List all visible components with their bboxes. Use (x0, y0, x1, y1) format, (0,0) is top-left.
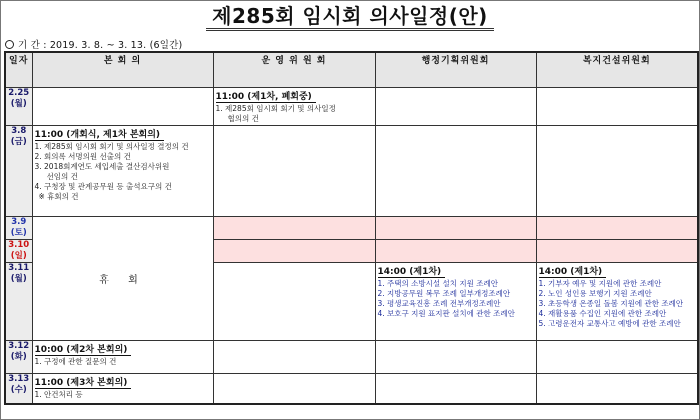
welfare-cell (536, 263, 698, 341)
agenda-item: 1. 제285회 임시회 회기 및 의사일정 (215, 104, 336, 113)
day-text: (월) (10, 274, 27, 284)
agenda-item: 5. 고령운전자 교통사고 예방에 관한 조례안 (538, 319, 681, 328)
date-text: 3.13 (8, 374, 30, 384)
steering-cell (213, 88, 375, 126)
period-line (5, 37, 182, 51)
steering-cell (213, 217, 375, 240)
date-cell (5, 88, 32, 126)
recess-cell: 휴 회 (32, 217, 213, 341)
plenary-cell (32, 126, 213, 217)
date-cell (5, 126, 32, 217)
header-welfare: 복지건설위원회 (536, 52, 698, 88)
session-heading: 11:00 (제3차 본회의) (35, 375, 132, 389)
admin-cell (375, 341, 536, 374)
agenda-item: 선임의 건 (46, 172, 78, 181)
welfare-cell (536, 126, 698, 217)
agenda-item: 협의의 건 (227, 114, 259, 123)
admin-cell (375, 88, 536, 126)
schedule-table (4, 51, 699, 405)
session-heading: 11:00 (개회식, 제1차 본회의) (35, 127, 165, 141)
agenda-item: 4. 구청장 및 관계공무원 등 출석요구의 건 (34, 182, 172, 191)
header-steering: 운 영 위 원 회 (213, 52, 375, 88)
plenary-cell (32, 374, 213, 404)
date-cell (5, 240, 32, 263)
day-text: (월) (10, 99, 27, 109)
date-text: 2.25 (8, 88, 30, 98)
admin-cell (375, 126, 536, 217)
agenda-item: 1. 기부자 예우 및 지원에 관한 조례안 (538, 279, 662, 288)
date-cell (5, 341, 32, 374)
day-text: (토) (10, 228, 27, 238)
session-heading: 14:00 (제1차) (539, 264, 607, 278)
day-text: (화) (10, 352, 27, 362)
agenda-item: 1. 주택의 소방시설 설치 지원 조례안 (377, 279, 499, 288)
date-text: 3.8 (11, 126, 27, 136)
table-row (5, 126, 698, 217)
agenda-item: 4. 재활용품 수집인 지원에 관한 조례안 (538, 309, 667, 318)
plenary-cell (32, 88, 213, 126)
agenda-item: 1. 안건처리 등 (34, 390, 83, 399)
session-heading: 10:00 (제2차 본회의) (35, 342, 132, 356)
table-row (5, 374, 698, 404)
day-text: (수) (10, 385, 27, 395)
agenda-item: 1. 제285회 임시회 회기 및 의사일정 결정의 건 (34, 142, 189, 151)
agenda-item: 3. 초등학생 온종일 돌봄 지원에 관한 조례안 (538, 299, 684, 308)
session-heading: 11:00 (제1차, 폐회중) (216, 89, 316, 103)
table-row (5, 88, 698, 126)
agenda-item: 2. 지방공무원 복무 조례 일부개정조례안 (377, 289, 511, 298)
steering-cell (213, 240, 375, 263)
session-heading: 14:00 (제1차) (378, 264, 446, 278)
welfare-cell (536, 217, 698, 240)
period-text: 기 간 : 2019. 3. 8. ~ 3. 13. (6일간) (18, 40, 183, 51)
admin-cell (375, 217, 536, 240)
table-row (5, 341, 698, 374)
agenda-note: ※ 휴회의 건 (38, 192, 79, 201)
date-cell (5, 217, 32, 240)
welfare-cell (536, 341, 698, 374)
header-date: 일자 (5, 52, 32, 88)
steering-cell (213, 341, 375, 374)
plenary-cell (32, 341, 213, 374)
table-row (5, 217, 698, 240)
date-cell (5, 263, 32, 341)
header-admin: 행정기획위원회 (375, 52, 536, 88)
date-text: 3.9 (11, 217, 27, 227)
admin-cell (375, 263, 536, 341)
day-text: (일) (10, 251, 27, 261)
admin-cell (375, 374, 536, 404)
agenda-item: 2. 회의록 서명의원 선출의 건 (34, 152, 131, 161)
header-plenary: 본 회 의 (32, 52, 213, 88)
header-row (5, 52, 698, 88)
agenda-item: 3. 2018회계연도 세입세출 결산검사위원 (34, 162, 170, 171)
welfare-cell (536, 240, 698, 263)
steering-cell (213, 126, 375, 217)
circle-bullet-icon (5, 40, 14, 49)
agenda-item: 3. 평생교육진흥 조례 전부개정조례안 (377, 299, 501, 308)
date-text: 3.11 (8, 263, 30, 273)
date-text: 3.12 (8, 341, 30, 351)
steering-cell (213, 263, 375, 341)
page-title: 제285회 임시회 의사일정(안) (206, 4, 494, 31)
welfare-cell (536, 374, 698, 404)
day-text: (금) (10, 137, 27, 147)
steering-cell (213, 374, 375, 404)
agenda-item: 2. 노인 성인용 보행기 지원 조례안 (538, 289, 652, 298)
title-block (1, 4, 699, 31)
agenda-item: 1. 구정에 관한 질문의 건 (34, 357, 117, 366)
date-cell (5, 374, 32, 404)
date-text: 3.10 (8, 240, 30, 250)
agenda-item: 4. 보호구 지원 표지판 설치에 관한 조례안 (377, 309, 515, 318)
welfare-cell (536, 88, 698, 126)
admin-cell (375, 240, 536, 263)
